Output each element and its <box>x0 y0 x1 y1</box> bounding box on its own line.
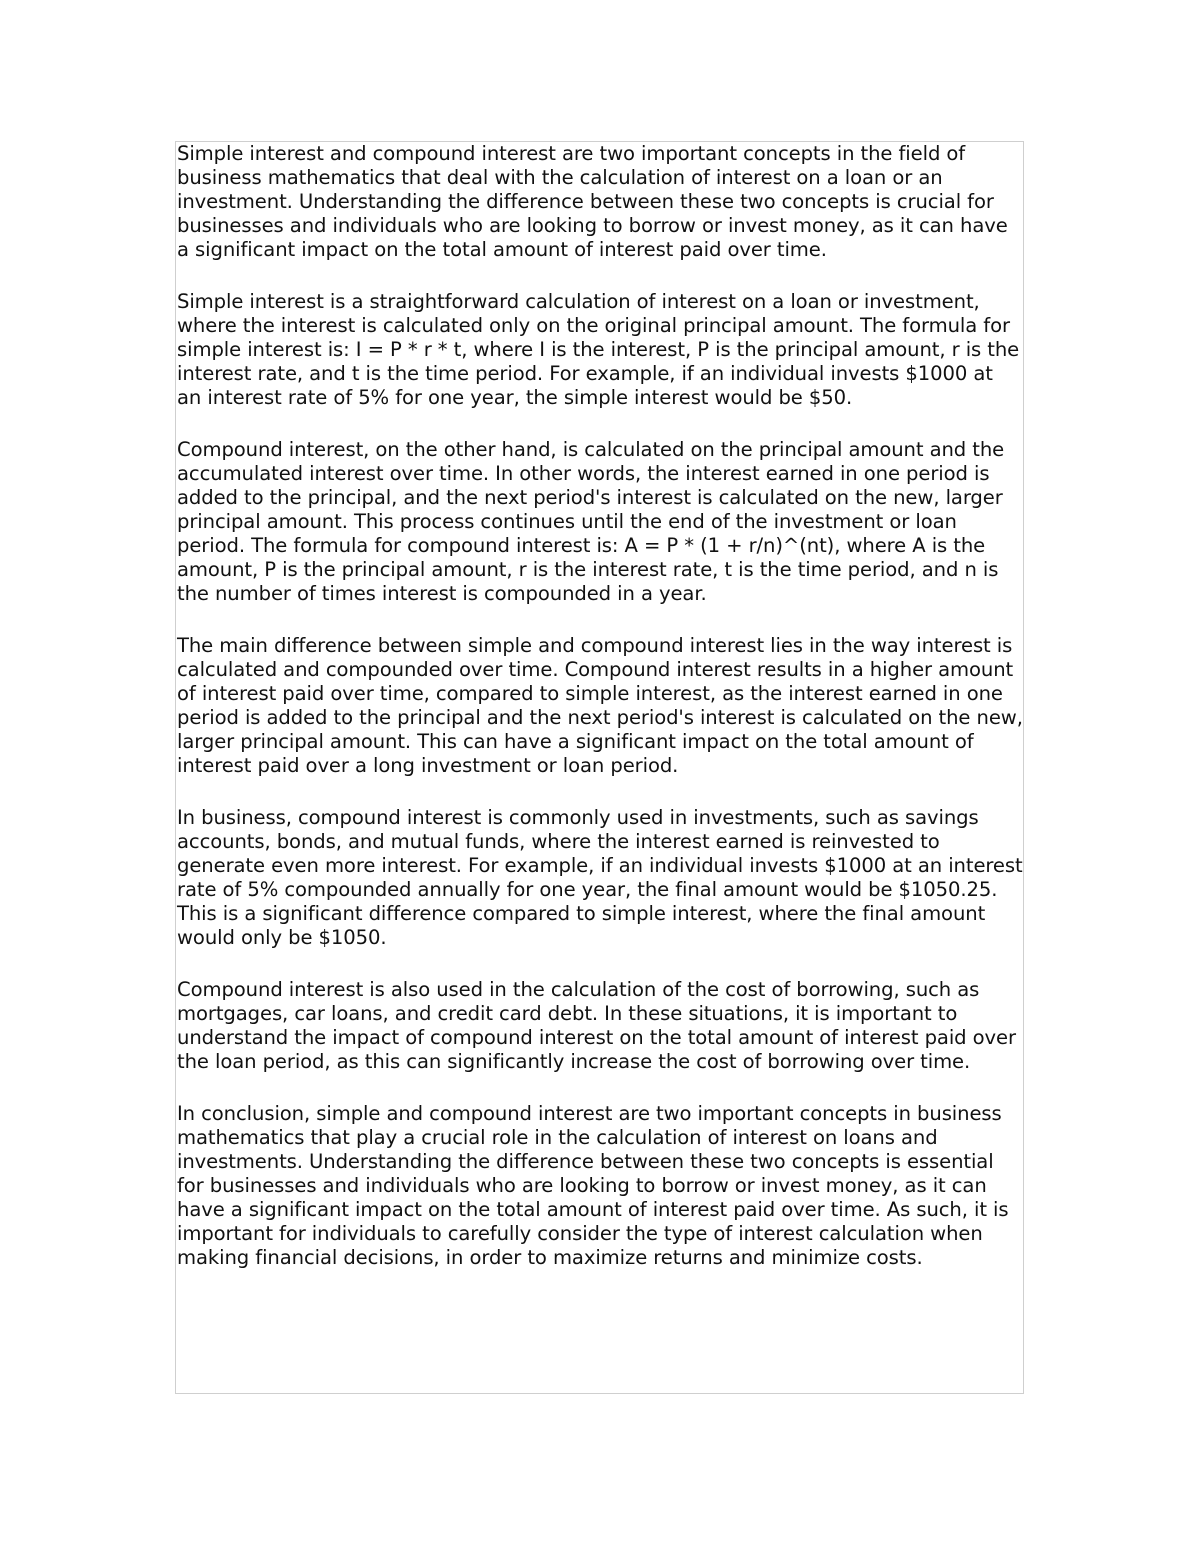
paragraph-main-difference: The main difference between simple and compound interest lies in the way interest is calculated and compounded over time. Compound interest results in a higher amount of interest paid over time, compared to simple interest, as the interest earned in one period is added to the principal and the next period's interest is calculated on the new, larger principal amount. This can have a significant impact on the total amount of interest paid over a long investment or loan period. <box>177 634 1023 777</box>
text-box <box>175 141 1024 1394</box>
paragraph-intro: Simple interest and compound interest are two important concepts in the field of business mathematics that deal with the calculation of interest on a loan or an investment. Understanding the difference between these two concepts is crucial for businesses and individuals who are looking to borrow or invest money, as it can have a significant impact on the total amount of interest paid over time. <box>177 142 1008 261</box>
paragraph-conclusion: In conclusion, simple and compound interest are two important concepts in business mathematics that play a crucial role in the calculation of interest on loans and investments. Understanding the difference between these two concepts is essential for businesses and individuals who are looking to borrow or invest money, as it can have a significant impact on the total amount of interest paid over time. As such, it is important for individuals to carefully consider the type of interest calculation when making financial decisions, in order to maximize returns and minimize costs. <box>177 1102 1009 1269</box>
paragraph-business-use: In business, compound interest is commonly used in investments, such as savings accounts, bonds, and mutual funds, where the interest earned is reinvested to generate even more interest. For example, if an individual invests $1000 at an interest rate of 5% compounded annually for one year, the final amount would be $1050.25. This is a significant difference compared to simple interest, where the final amount would only be $1050. <box>177 806 1023 949</box>
paragraph-simple-interest: Simple interest is a straightforward calculation of interest on a loan or investment, where the interest is calculated only on the original principal amount. The formula for simple interest is: I = P * r * t, where I is the interest, P is the principal amount, r is the interest rate, and t is the time period. For example, if an individual invests $1000 at an interest rate of 5% for one year, the simple interest would be $50. <box>177 290 1020 409</box>
paragraph-compound-interest: Compound interest, on the other hand, is calculated on the principal amount and the accumulated interest over time. In other words, the interest earned in one period is added to the principal, and the next period's interest is calculated on the new, larger principal amount. This process continues until the end of the investment or loan period. The formula for compound interest is: A = P * (1 + r/n)^(nt), where A is the amount, P is the principal amount, r is the interest rate, t is the time period, and n is the number of times interest is compounded in a year. <box>177 438 1005 605</box>
paragraph-borrowing-cost: Compound interest is also used in the calculation of the cost of borrowing, such as mortgages, car loans, and credit card debt. In these situations, it is important to understand the impact of compound interest on the total amount of interest paid over the loan period, as this can significantly increase the cost of borrowing over time. <box>177 978 1016 1073</box>
